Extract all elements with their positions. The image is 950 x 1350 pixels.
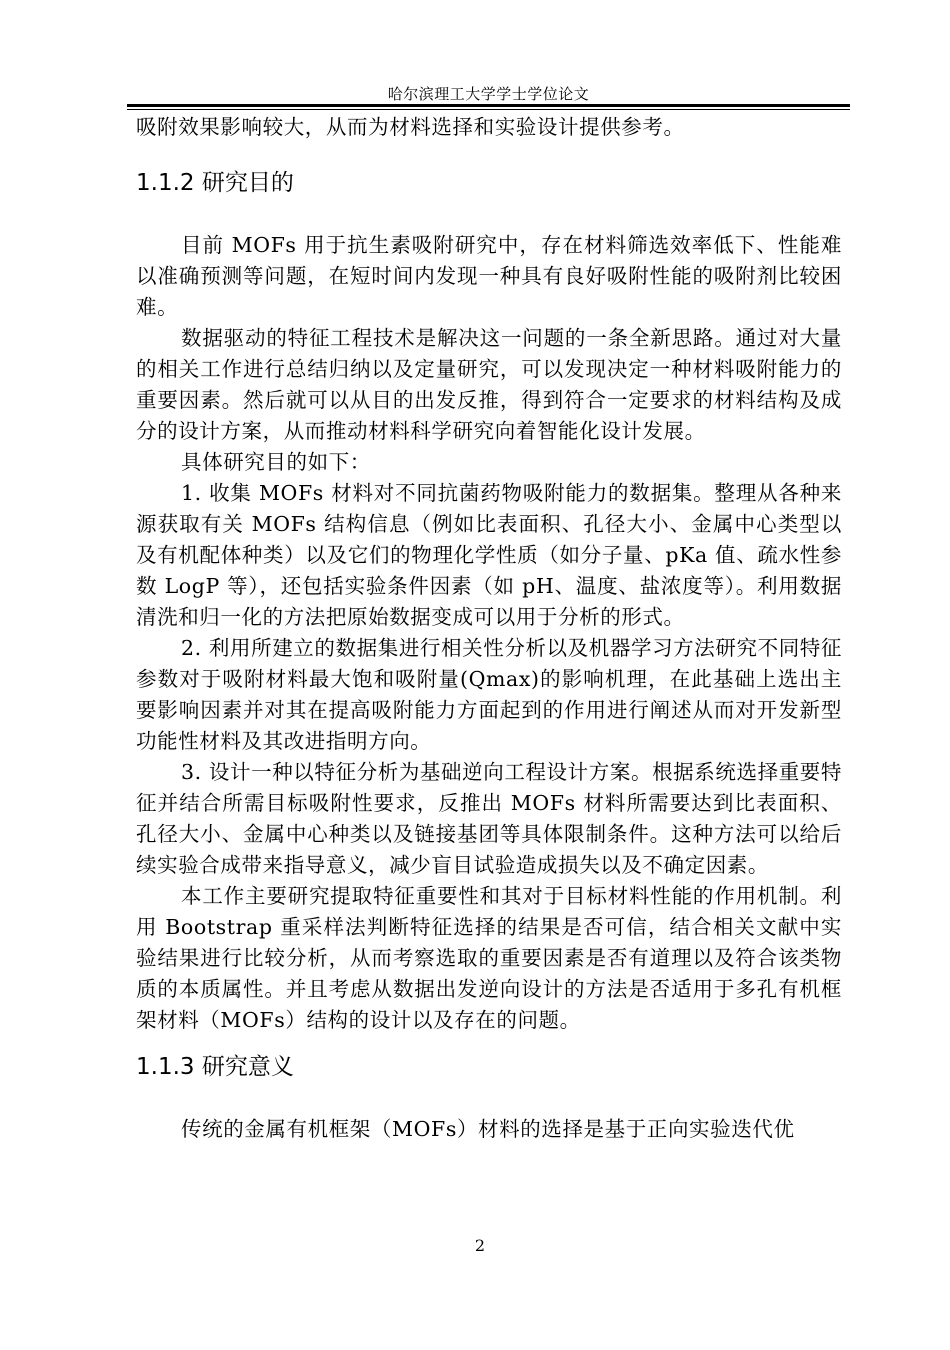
continuation-paragraph: 吸附效果影响较大，从而为材料选择和实验设计提供参考。 xyxy=(136,115,685,139)
header-rule-thin xyxy=(127,109,850,110)
paragraph: 传统的金属有机框架（MOFs）材料的选择是基于正向实验迭代优 xyxy=(181,1117,795,1141)
paragraph: 目前 MOFs 用于抗生素吸附研究中，存在材料筛选效率低下、性能难以准确预测等问题，在短时间内发现一种具有良好吸附性能的吸附剂比较困难。 xyxy=(136,233,842,319)
running-header: 哈尔滨理工大学学士学位论文 xyxy=(387,85,590,103)
section-heading-1-1-2: 1.1.2 研究目的 xyxy=(136,170,294,196)
section-heading-1-1-3: 1.1.3 研究意义 xyxy=(136,1054,294,1080)
paragraph: 具体研究目的如下： xyxy=(181,450,371,474)
header-rule-thick xyxy=(127,104,850,107)
list-item-3: 3. 设计一种以特征分析为基础逆向工程设计方案。根据系统选择重要特征并结合所需目标吸附性要求，反推出 MOFs 材料所需要达到比表面积、孔径大小、金属中心种类以及链接基团等具体限制条件。这种方法可以给后续实验合成带来指导意义，减少盲目试验造成损失以及不确定因素。 xyxy=(136,760,842,877)
list-item-2: 2. 利用所建立的数据集进行相关性分析以及机器学习方法研究不同特征参数对于吸附材料最大饱和吸附量(Qmax)的影响机理，在此基础上选出主要影响因素并对其在提高吸附能力方面起到的作用进行阐述从而对开发新型功能性材料及其改进指明方向。 xyxy=(136,636,842,753)
list-item-1: 1. 收集 MOFs 材料对不同抗菌药物吸附能力的数据集。整理从各种来源获取有关 MOFs 结构信息（例如比表面积、孔径大小、金属中心类型以及有机配体种类）以及它们的物理化学性质（如分子量、pKa 值、疏水性参数 LogP 等），还包括实验条件因素（如 pH、温度、盐浓度等）。利用数据清洗和归一化的方法把原始数据变成可以用于分析的形式。 xyxy=(136,481,842,629)
paragraph: 本工作主要研究提取特征重要性和其对于目标材料性能的作用机制。利用 Bootstrap 重采样法判断特征选择的结果是否可信，结合相关文献中实验结果进行比较分析，从而考察选取的重要因素是否有道理以及符合该类物质的本质属性。并且考虑从数据出发逆向设计的方法是否适用于多孔有机框架材料（MOFs）结构的设计以及存在的问题。 xyxy=(136,884,842,1032)
page-number: 2 xyxy=(474,1236,486,1255)
paragraph: 数据驱动的特征工程技术是解决这一问题的一条全新思路。通过对大量的相关工作进行总结归纳以及定量研究，可以发现决定一种材料吸附能力的重要因素。然后就可以从目的出发反推，得到符合一定要求的材料结构及成分的设计方案，从而推动材料科学研究向着智能化设计发展。 xyxy=(136,326,842,443)
body-text xyxy=(136,112,842,1145)
